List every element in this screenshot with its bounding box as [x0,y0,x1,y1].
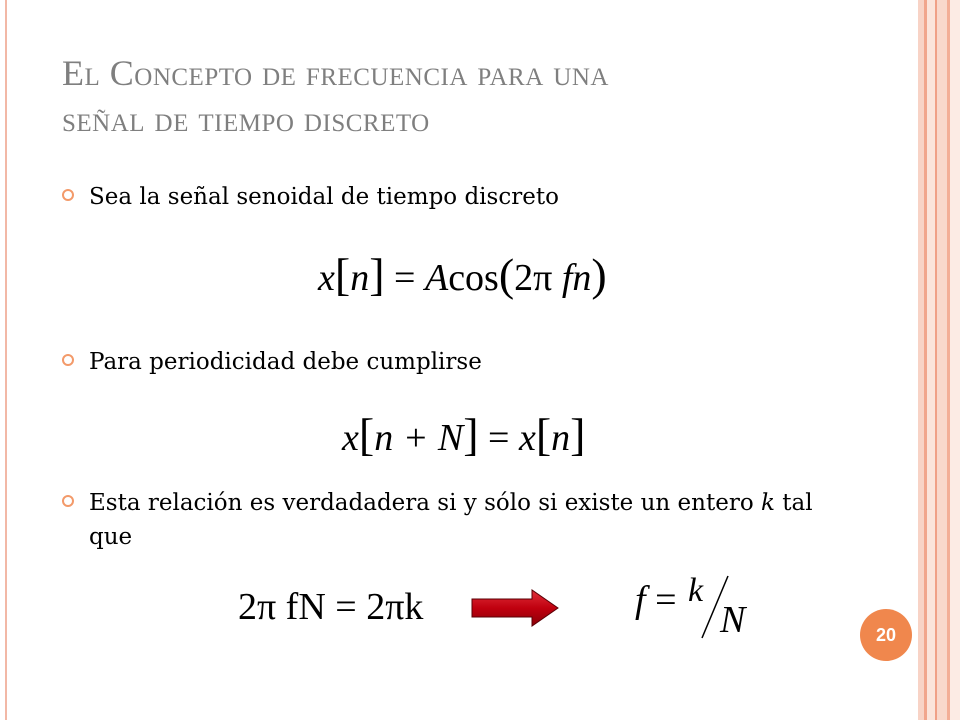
equation-periodicity [342,408,586,461]
eq-equals: = [655,579,677,621]
bracket-open: [ [334,249,351,300]
bracket-open: [ [358,409,375,460]
right-decoration-band [950,0,960,720]
equation-condition [238,585,423,629]
eq-var: x [342,417,359,459]
eq-index: n [551,417,571,459]
bullet-circle-icon [62,354,74,366]
bracket-close: ] [463,409,479,460]
right-arrow-icon [470,588,560,628]
eq-equals: = [488,417,510,459]
eq-equals: = [335,586,357,628]
eq-rhs: 2πk [366,586,424,628]
eq-var: x [518,417,536,459]
eq-n: n [572,257,592,299]
eq-index: n [350,257,370,299]
title-line-1: El Concepto de frecuencia para una [62,53,609,93]
bullet-text: Sea la señal senoidal de tiempo discreto [89,184,559,210]
eq-lhs: 2π fN [238,586,326,628]
slide-title [62,50,862,142]
eq-var: x [318,257,335,299]
fraction-denominator: N [720,599,746,641]
paren-close: ) [591,249,607,300]
bracket-open: [ [535,409,552,460]
eq-two-pi: 2π [514,257,553,299]
fraction-numerator: k [688,572,704,609]
bullet-circle-icon [62,189,74,201]
fraction [686,572,756,641]
bracket-close: ] [369,249,385,300]
eq-index: n + N [374,417,464,459]
left-border [5,0,7,720]
page-number-badge: 20 [860,609,912,661]
paren-open: ( [498,249,515,300]
eq-equals: = [394,257,416,299]
title-line-2: señal de tiempo discreto [62,99,430,139]
eq-frequency: f [561,257,573,299]
eq-lhs: f [635,579,646,621]
equation-frequency [635,572,756,641]
right-decoration-band [927,0,935,720]
bracket-close: ] [570,409,586,460]
bullet-text [89,486,849,554]
bullet-text-italic: k [760,490,775,516]
bullet-text-part: Esta relación es verdadadera si y sólo si existe un entero [89,490,761,516]
bullet-circle-icon [62,495,74,507]
eq-amplitude: A [424,257,449,299]
bullet-text: Para periodicidad debe cumplirse [89,349,482,375]
equation-signal [318,248,607,301]
bullet-text-part: tal que [89,490,813,550]
right-decoration-band [937,0,947,720]
eq-function: cos [448,257,499,299]
